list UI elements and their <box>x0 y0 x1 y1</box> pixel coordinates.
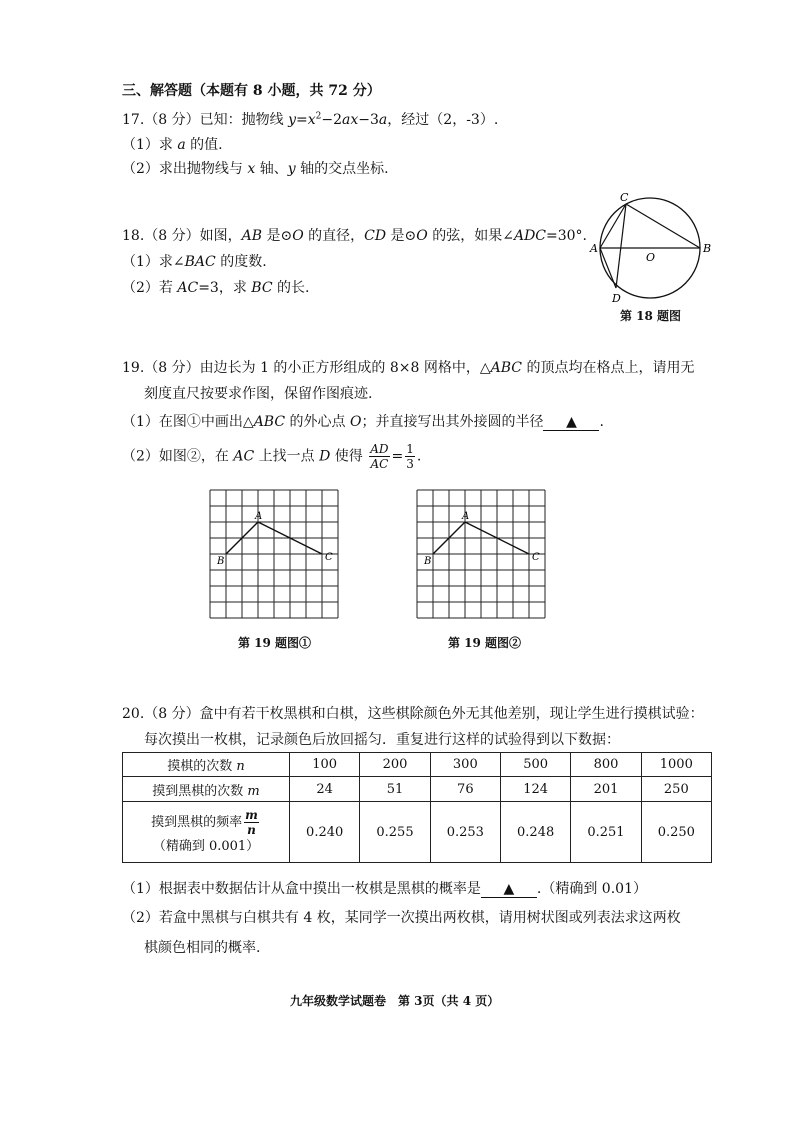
q18-part2: （2）若 AC=3，求 BC 的长. <box>122 280 310 296</box>
row-label-frequency: 摸到黑棋的频率 $\frac{m}{n}$ （精确到 0.001） <box>123 802 290 863</box>
q19-line2: 刻度直尺按要求作图，保留作图痕迹. <box>144 386 373 402</box>
chord-cd <box>616 204 626 288</box>
grid2-label-b: B <box>424 556 432 567</box>
table-row-trials <box>123 753 712 777</box>
q18-caption: 第 18 题图 <box>620 309 682 323</box>
cell-frequency: 0.253 <box>430 802 500 863</box>
cell-trials: 500 <box>500 753 570 777</box>
grid2-label-a: A <box>462 511 470 522</box>
q17-stem: 17.（8 分）已知：抛物线 $y=x^2-2ax-3a$，经过（2，-3）. <box>122 111 499 128</box>
q19-part1: （1）在图①中画出△ABC 的外心点 O；并直接写出其外接圆的半径 ▲ . <box>122 414 604 430</box>
label-c: C <box>620 191 629 204</box>
table-row-black <box>123 777 712 802</box>
grid2-label-c: C <box>532 552 540 563</box>
cell-black: 250 <box>641 777 711 802</box>
cell-frequency: 0.255 <box>360 802 430 863</box>
q19-caption-2: 第 19 题图② <box>448 636 522 650</box>
q20-line1: 20.（8 分）盒中有若干枚黑棋和白棋，这些棋除颜色外无其他差别，现让学生进行摸棋试验： <box>122 706 704 722</box>
cell-frequency: 0.248 <box>500 802 570 863</box>
q20-line2: 每次摸出一枚棋，记录颜色后放回摇匀．重复进行这样的试验得到以下数据： <box>144 732 620 748</box>
q20-part1: （1）根据表中数据估计从盒中摸出一枚棋是黑棋的概率是 ▲ .（精确到 0.01） <box>122 881 647 897</box>
segment-ad <box>600 248 616 288</box>
section-title: 三、解答题（本题有 8 小题，共 72 分） <box>122 83 381 99</box>
cell-trials: 100 <box>290 753 360 777</box>
cell-frequency: 0.250 <box>641 802 711 863</box>
grid1-label-a: A <box>255 511 263 522</box>
q19-part2: （2）如图②，在 AC 上找一点 D 使得 $\frac{AD}{AC}$ = $\frac{1}{3}$ . <box>122 442 422 471</box>
label-a: A <box>590 242 598 255</box>
q18-part1: （1）求∠BAC 的度数. <box>122 254 267 270</box>
label-d: D <box>612 292 621 305</box>
q17-part1: （1）求 a 的值. <box>122 137 223 153</box>
cell-black: 201 <box>571 777 641 802</box>
grid-figure-1 <box>208 488 348 628</box>
grid1-label-b: B <box>217 556 225 567</box>
answer-blank[interactable]: ▲ <box>543 414 599 431</box>
cell-black: 76 <box>430 777 500 802</box>
row-label-trials: 摸棋的次数 n <box>123 753 290 777</box>
q18-circle-figure <box>586 190 716 305</box>
grid-figure-2 <box>415 488 555 628</box>
experiment-table <box>122 752 712 863</box>
answer-blank[interactable]: ▲ <box>481 881 537 898</box>
cell-trials: 200 <box>360 753 430 777</box>
q20-part2-line2: 棋颜色相同的概率. <box>144 940 261 956</box>
cell-trials: 800 <box>571 753 641 777</box>
cell-trials: 300 <box>430 753 500 777</box>
cell-frequency: 0.251 <box>571 802 641 863</box>
cell-trials: 1000 <box>641 753 711 777</box>
segment-cb <box>626 204 700 248</box>
q19-line1: 19.（8 分）由边长为 1 的小正方形组成的 8×8 网格中，△ABC 的顶点均在格点上，请用无 <box>122 360 695 376</box>
grid1-label-c: C <box>325 552 333 563</box>
label-o: O <box>646 251 656 264</box>
cell-frequency: 0.240 <box>290 802 360 863</box>
cell-black: 24 <box>290 777 360 802</box>
page-footer: 九年级数学试题卷 第 3页（共 4 页） <box>290 994 500 1008</box>
cell-black: 51 <box>360 777 430 802</box>
cell-black: 124 <box>500 777 570 802</box>
fraction-ad-ac: $\frac{AD}{AC}$ <box>370 442 389 471</box>
row-label-black: 摸到黑棋的次数 m <box>123 777 290 802</box>
fraction-one-third: $\frac{1}{3}$ <box>406 442 414 471</box>
q19-caption-1: 第 19 题图① <box>238 636 312 650</box>
q20-part2-line1: （2）若盒中黑棋与白棋共有 4 枚，某同学一次摸出两枚棋，请用树状图或列表法求这两枚 <box>122 910 681 926</box>
table-row-frequency <box>123 802 712 863</box>
q17-part2: （2）求出抛物线与 x 轴、y 轴的交点坐标. <box>122 161 389 177</box>
label-b: B <box>703 242 712 255</box>
q18-stem: 18.（8 分）如图，AB 是⊙O 的直径，CD 是⊙O 的弦，如果∠ADC=30°. <box>122 228 587 244</box>
